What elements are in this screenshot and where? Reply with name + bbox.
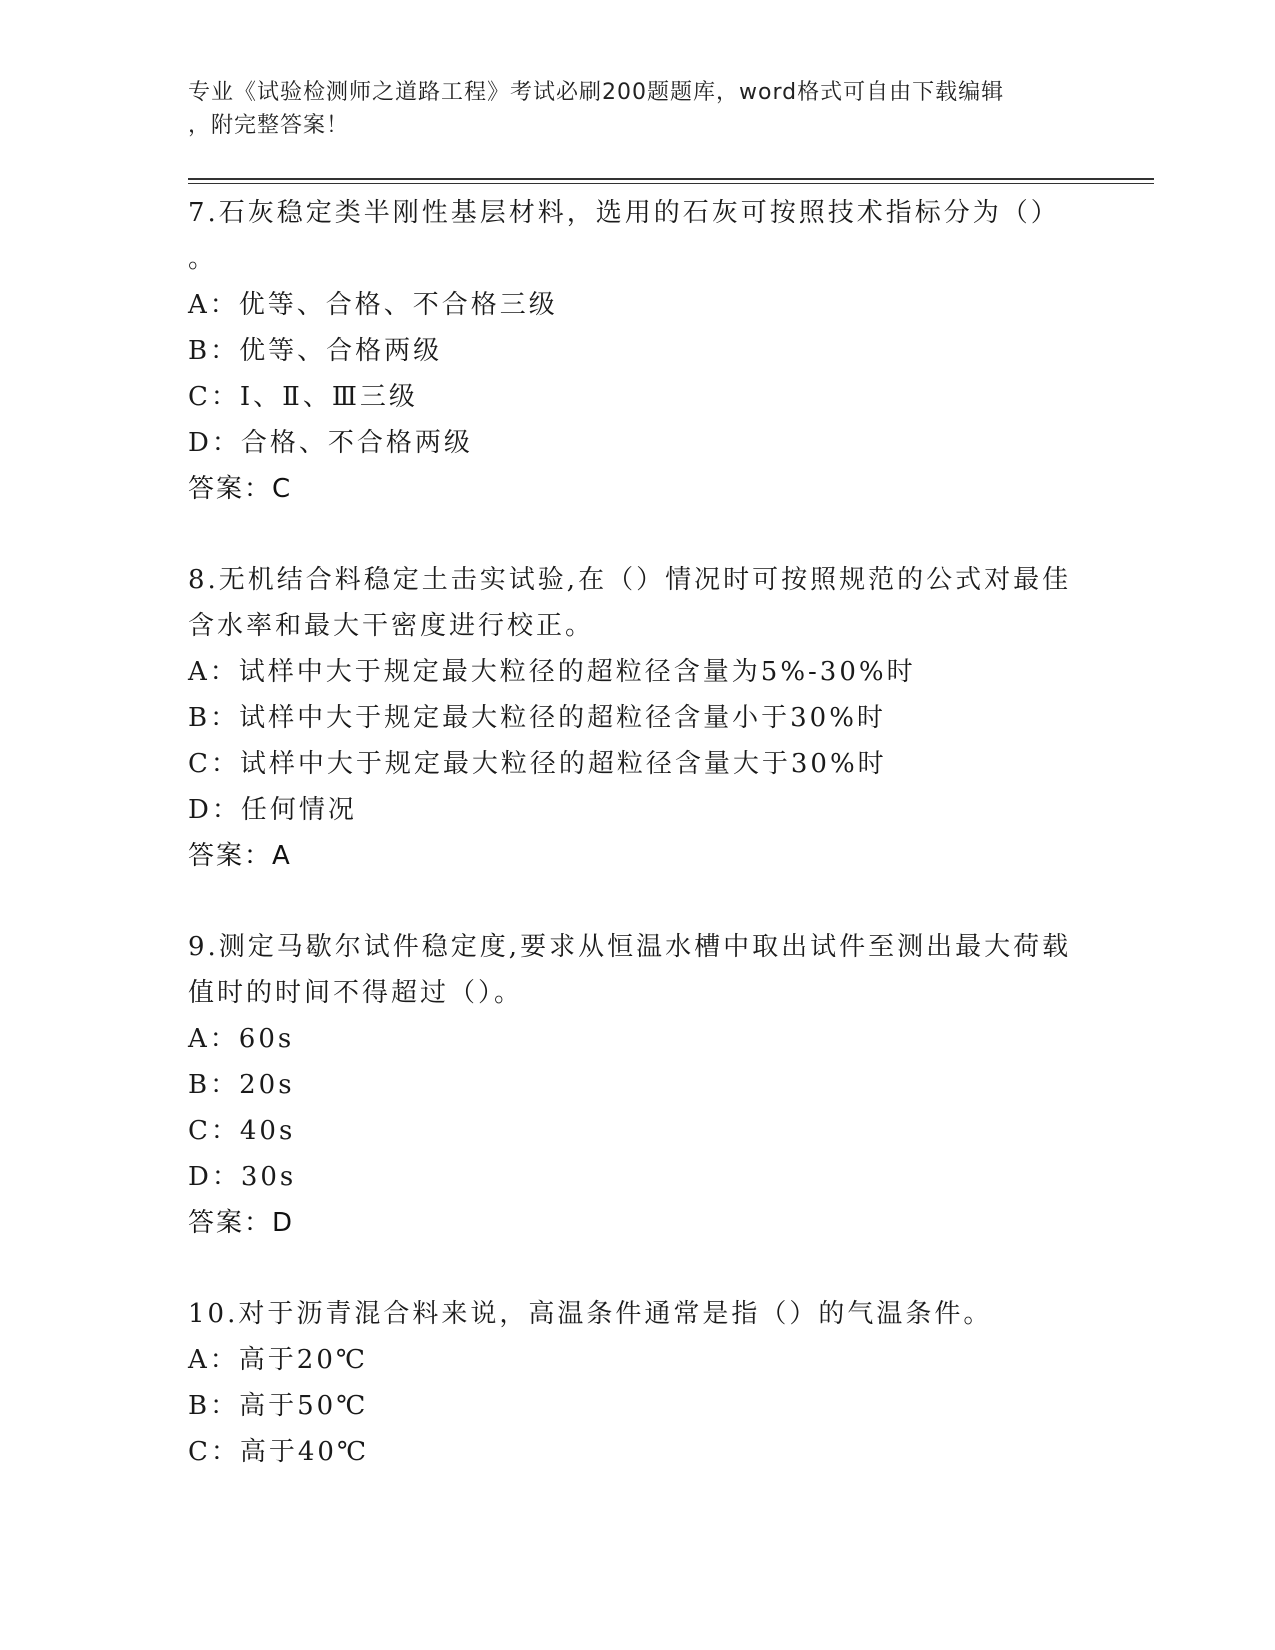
option-a: A：优等、合格、不合格三级 — [188, 290, 558, 320]
option-c: C：高于40℃ — [188, 1437, 370, 1467]
question-9 — [188, 924, 1088, 1246]
question-stem-line: 值时的时间不得超过（）。 — [188, 978, 524, 1008]
header-divider-thin — [188, 183, 1154, 184]
question-7 — [188, 190, 1088, 512]
question-stem-line: 9.测定马歇尔试件稳定度,要求从恒温水槽中取出试件至测出最大荷载 — [188, 932, 1072, 962]
option-b: B：优等、合格两级 — [188, 336, 443, 366]
question-10 — [188, 1291, 1088, 1475]
question-stem-line: 含水率和最大干密度进行校正。 — [188, 611, 595, 641]
option-c: C：试样中大于规定最大粒径的超粒径含量大于30%时 — [188, 749, 887, 779]
option-b: B：20s — [188, 1070, 295, 1100]
question-list — [188, 190, 1088, 1520]
header-divider-thick — [188, 178, 1154, 180]
question-stem-line: 8.无机结合料稳定土击实试验,在（）情况时可按照规范的公式对最佳 — [188, 565, 1072, 595]
option-c: C：40s — [188, 1116, 296, 1146]
option-a: A：高于20℃ — [188, 1345, 368, 1375]
option-b: B：试样中大于规定最大粒径的超粒径含量小于30%时 — [188, 703, 886, 733]
question-stem-line: 10.对于沥青混合料来说，高温条件通常是指（）的气温条件。 — [188, 1299, 993, 1329]
option-b: B：高于50℃ — [188, 1391, 369, 1421]
answer: 答案：C — [188, 474, 293, 504]
option-d: D：任何情况 — [188, 795, 357, 825]
document-header — [188, 76, 1068, 142]
option-c: C：Ⅰ、Ⅱ、Ⅲ三级 — [188, 382, 418, 412]
question-stem-line: 。 — [188, 244, 218, 274]
header-title-line-1: 专业《试验检测师之道路工程》考试必刷200题题库，word格式可自由下载编辑 — [188, 80, 1005, 105]
answer: 答案：A — [188, 841, 292, 871]
header-title-line-2: ，附完整答案！ — [188, 113, 350, 138]
option-d: D：合格、不合格两级 — [188, 428, 473, 458]
option-a: A：试样中大于规定最大粒径的超粒径含量为5%-30%时 — [188, 657, 916, 687]
option-d: D：30s — [188, 1162, 297, 1192]
question-stem-line: 7.石灰稳定类半刚性基层材料，选用的石灰可按照技术指标分为（） — [188, 198, 1060, 228]
question-8 — [188, 557, 1088, 879]
answer: 答案：D — [188, 1208, 295, 1238]
option-a: A：60s — [188, 1024, 295, 1054]
